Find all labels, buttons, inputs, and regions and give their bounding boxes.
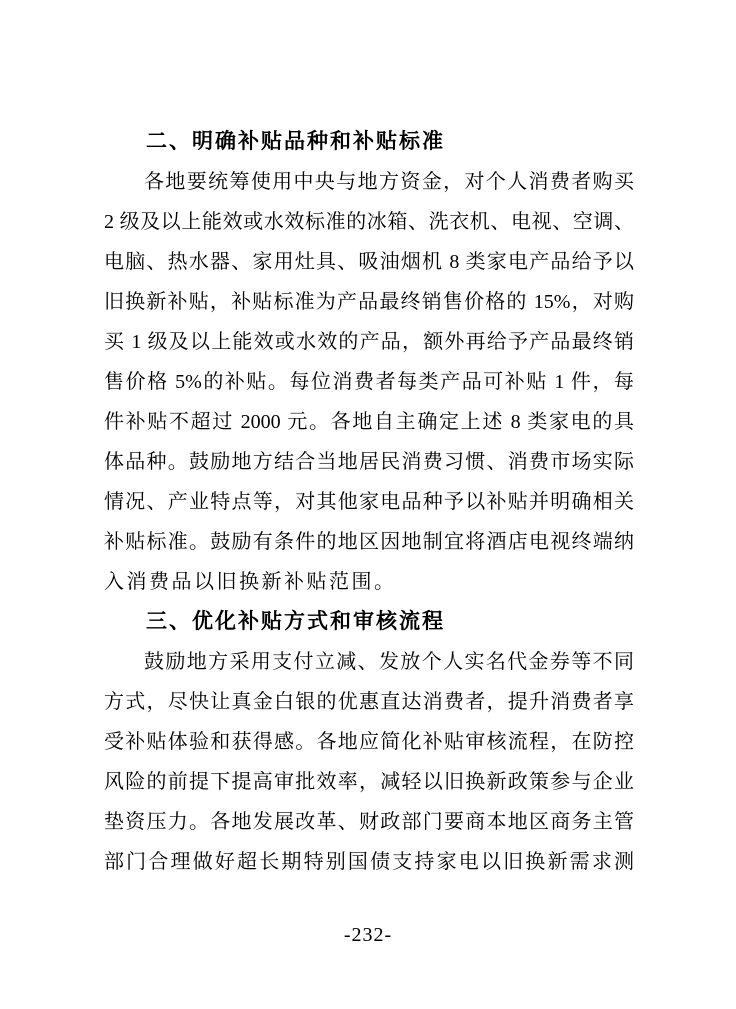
text-line: 情况、产业特点等，对其他家电品种予以补贴并明确相关: [104, 491, 634, 513]
text-line: 2 级及以上能效或水效标准的冰箱、洗衣机、电视、空调、: [104, 211, 634, 233]
text-line: 鼓励地方采用支付立减、发放个人实名代金券等不同: [144, 651, 634, 673]
text-line: 各地要统筹使用中央与地方资金，对个人消费者购买: [144, 171, 634, 193]
paragraph: [104, 642, 634, 882]
page-footer: [0, 924, 736, 947]
text-line: 风险的前提下提高审批效率，减轻以旧换新政策参与企业: [104, 771, 634, 793]
text-line: 售价格 5%的补贴。每位消费者每类产品可补贴 1 件，每: [104, 371, 634, 393]
text-line: 电脑、热水器、家用灶具、吸油烟机 8 类家电产品给予以: [104, 251, 634, 273]
text-line: 件补贴不超过 2000 元。各地自主确定上述 8 类家电的具: [104, 411, 634, 433]
text-line: 方式，尽快让真金白银的优惠直达消费者，提升消费者享: [104, 691, 634, 713]
text-line: 垫资压力。各地发展改革、财政部门要商本地区商务主管: [104, 811, 634, 833]
text-line: 部门合理做好超长期特别国债支持家电以旧换新需求测: [104, 851, 634, 873]
text-line: 入消费品以旧换新补贴范围。: [104, 571, 397, 593]
page-number: -232-: [343, 924, 393, 946]
section-heading: 三、优化补贴方式和审核流程: [146, 610, 445, 633]
text-line: 买 1 级及以上能效或水效的产品，额外再给予产品最终销: [104, 331, 634, 353]
text-line: 补贴标准。鼓励有条件的地区因地制宜将酒店电视终端纳: [104, 531, 634, 553]
paragraph: [104, 162, 634, 602]
document-body: [104, 122, 634, 882]
text-line: 体品种。鼓励地方结合当地居民消费习惯、消费市场实际: [104, 451, 634, 473]
text-line: 受补贴体验和获得感。各地应简化补贴审核流程，在防控: [104, 731, 634, 753]
text-line: 旧换新补贴，补贴标准为产品最终销售价格的 15%，对购: [104, 291, 634, 313]
section-heading: 二、明确补贴品种和补贴标准: [146, 130, 445, 153]
